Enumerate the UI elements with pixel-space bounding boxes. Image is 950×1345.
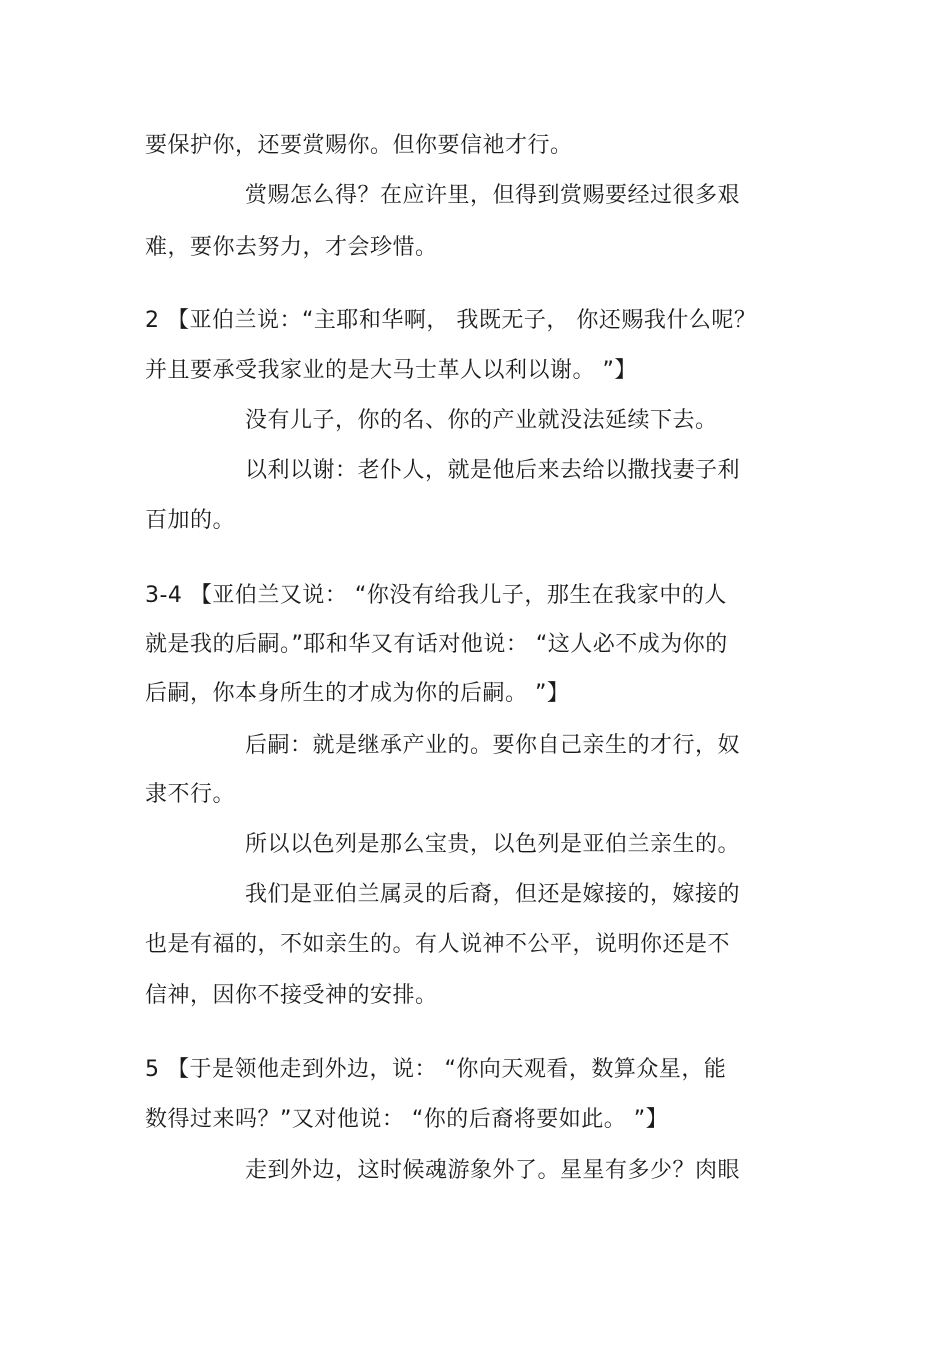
verse-line: 就是我的后嗣。”耶和华又有话对他说： “这人必不成为你的 [145,632,728,657]
verse-line: 3-4 【亚伯兰又说： “你没有给我儿子，那生在我家中的人 [145,583,727,608]
verse-line: 数得过来吗？”又对他说： “你的后裔将要如此。 ”】 [145,1107,669,1132]
text-line: 我们是亚伯兰属灵的后裔，但还是嫁接的，嫁接的 [245,882,741,907]
text-line: 赏赐怎么得？在应许里，但得到赏赐要经过很多艰 [245,183,741,208]
text-line: 所以以色列是那么宝贵，以色列是亚伯兰亲生的。 [245,832,741,857]
verse-line: 并且要承受我家业的是大马士革人以利以谢。 ”】 [145,358,637,383]
text-line: 隶不行。 [145,782,236,807]
text-line: 也是有福的，不如亲生的。有人说神不公平，说明你还是不 [145,932,731,957]
text-line: 以利以谢：老仆人，就是他后来去给以撒找妻子利 [245,458,741,483]
verse-line: 2 【亚伯兰说：“主耶和华啊， 我既无子， 你还赐我什么呢？ [145,308,757,333]
text-line: 没有儿子，你的名、你的产业就没法延续下去。 [245,408,718,433]
text-line: 百加的。 [145,508,236,533]
text-line: 要保护你，还要赏赐你。但你要信祂才行。 [145,133,573,158]
verse-line: 5 【于是领他走到外边，说： “你向天观看，数算众星，能 [145,1057,727,1082]
text-line: 走到外边，这时候魂游象外了。星星有多少？肉眼 [245,1158,741,1183]
verse-line: 后嗣，你本身所生的才成为你的后嗣。 ”】 [145,681,570,706]
text-line: 信神，因你不接受神的安排。 [145,983,438,1008]
text-line: 难，要你去努力，才会珍惜。 [145,235,438,260]
text-line: 后嗣：就是继承产业的。要你自己亲生的才行，奴 [245,733,741,758]
